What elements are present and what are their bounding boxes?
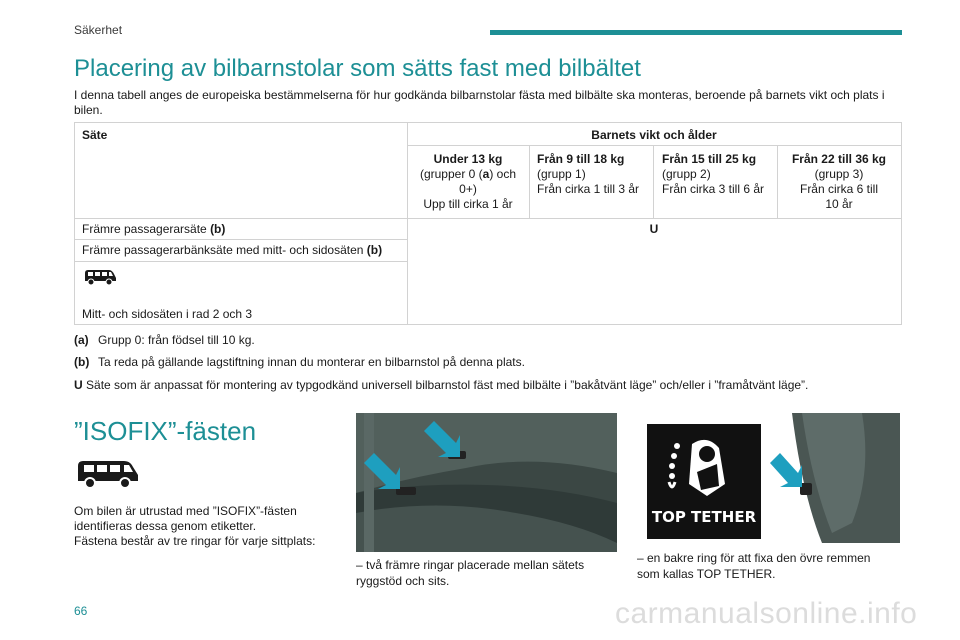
caption-front-rings: – två främre ringar placerade mellan sätets ryggstöd och sits. [356,558,585,588]
group-column [777,152,901,212]
group-detail: (grupp 3) [814,167,864,181]
group-column [407,152,529,212]
caption-rear-ring: – en bakre ring för att fixa den övre remmen som kallas TOP TETHER. [637,551,871,581]
group-weight: Från 15 till 25 kg [662,152,757,166]
group-column [662,152,778,197]
group-age: Upp till cirka 1 år [423,197,513,211]
section-label: Säkerhet [74,23,123,37]
group-weight: Från 22 till 36 kg [791,152,887,166]
group-detail: (grupp 1) [537,167,586,181]
table-divider [75,239,407,240]
top-tether-text: TOP TETHER [651,508,757,526]
group-age: 10 år [825,197,853,211]
note-b: (b) Ta reda på gällande lagstiftning innan du monterar en bilbarnstol på denna plats. [74,355,525,369]
group-column [537,152,653,197]
isofix-rear-ring-photo [762,413,900,543]
seat-header: Säte [82,128,108,142]
group-weight: Från 9 till 18 kg [537,152,625,166]
compatibility-value: U [649,222,659,236]
child-seat-table [74,122,902,325]
table-divider [653,145,654,218]
group-weight: Under 13 kg [433,152,503,166]
table-divider [529,145,530,218]
group-age: Från cirka 1 till 3 år [537,182,640,196]
group-detail: (grupper 0 (a) och [419,167,517,181]
table-divider [75,261,407,262]
top-tether-label-icon [647,424,761,539]
group-detail: 0+) [459,182,477,196]
table-divider [407,145,901,146]
page-title: Placering av bilbarnstolar som sätts fast med bilbältet [74,55,641,82]
note-u: U Säte som är anpassat för montering av typgodkänd universell bilbarnstol fäst med bilbälte i ”bakåtvänt läge” och/eller i ”framåtvänt läge”. [74,378,809,392]
table-row: Mitt- och sidosäten i rad 2 och 3 [82,307,253,321]
group-detail: (grupp 2) [662,167,711,181]
table-row: Främre passagerarbänksäte med mitt- och sidosäten (b) [82,243,383,257]
group-age: Från cirka 3 till 6 år [662,182,765,196]
van-icon [76,458,140,495]
group-age: Från cirka 6 till [799,182,879,196]
isofix-heading: ”ISOFIX”-fästen [74,416,257,446]
van-icon [83,268,117,289]
table-row: Främre passagerarsäte (b) [82,222,226,236]
page-number: 66 [74,604,88,618]
header-accent-bar [490,30,902,35]
note-a: (a) Grupp 0: från födsel till 10 kg. [74,333,255,347]
isofix-paragraph: Om bilen är utrustad med ”ISOFIX”-fästen identifieras dessa genom etiketter. Fästena består av tre ringar för varje sittplats: [74,504,316,548]
intro-paragraph: I denna tabell anges de europeiska bestämmelserna för hur godkända bilbarnstolar fästa med bilbälte ska monteras, beroende på barnets vikt och plats i bilen. [74,88,885,117]
table-divider [75,218,901,219]
isofix-front-rings-photo [356,413,617,552]
watermark: carmanualsonline.info [615,597,918,630]
weight-header: Barnets vikt och ålder [591,128,717,142]
